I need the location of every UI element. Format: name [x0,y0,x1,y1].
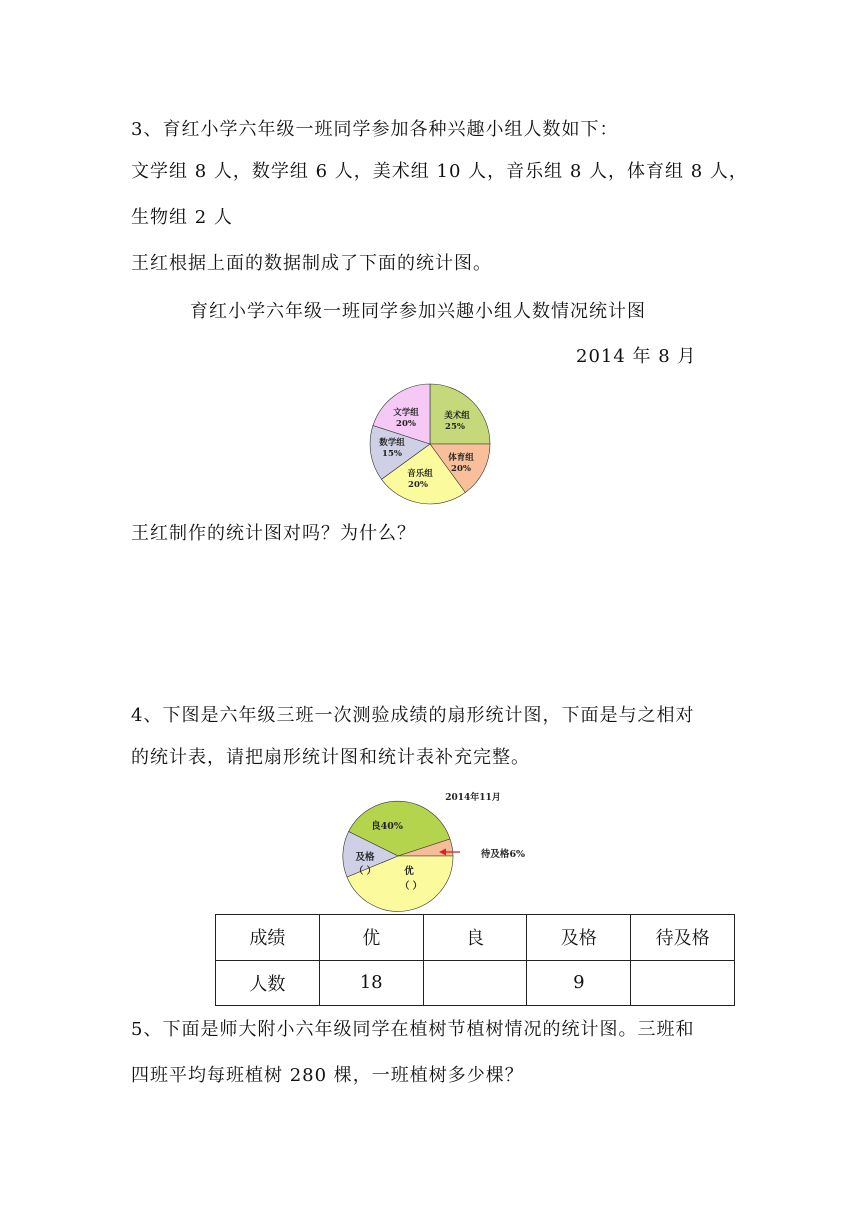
q5-line1: 5、下面是师大附小六年级同学在植树节植树情况的统计图。三班和 [131,1019,695,1040]
table-cell: 18 [319,960,423,1006]
table-row [216,960,735,1006]
q3-line1: 3、育红小学六年级一班同学参加各种兴趣小组人数如下： [131,119,619,140]
pie-label-daijige [481,848,525,860]
q3-line4: 王红根据上面的数据制成了下面的统计图。 [131,253,492,274]
pie-label-daijige-name: 待及格 [480,849,510,860]
q3-pie-chart [364,378,496,510]
table-cell: 人数 [216,960,320,1006]
q3-question: 王红制作的统计图对吗？为什么？ [131,523,416,544]
table-cell [631,960,735,1006]
q4-line1: 4、下图是六年级三班一次测验成绩的扇形统计图，下面是与之相对 [131,705,695,726]
table-header-cell: 及格 [527,915,631,961]
q4-chart-date: 2014年11月 [445,793,501,803]
pie-label-yinyue: 音乐组 [407,469,433,479]
pie-label-liang-name: 良 [371,821,381,832]
q3-line3: 生物组 2 人 [131,207,233,228]
table-cell: 9 [527,960,631,1006]
q3-line2: 文学组 8 人，数学组 6 人，美术组 10 人，音乐组 8 人，体育组 8 人， [131,161,748,182]
q5-line2: 四班平均每班植树 280 棵，一班植树多少棵？ [131,1065,524,1086]
table-cell [423,960,527,1006]
q4-pie-chart [340,786,540,914]
table-header-cell: 待及格 [631,915,735,961]
pie-value-daijige: 6% [509,849,526,860]
pie-label-tiyu: 体育组 [448,453,474,463]
pie-label-shuxue: 数学组 [379,438,405,448]
q3-chart-date: 2014 年 8 月 [576,346,697,367]
pie-value-yinyue: 20% [408,480,428,490]
pie-value-shuxue: 15% [382,449,402,459]
table-header-cell: 良 [423,915,527,961]
pie-value-meishu: 25% [445,422,465,432]
pie-label-jige: 及格 [355,852,375,863]
table-row [216,915,735,961]
pie-label-meishu: 美术组 [444,411,470,421]
pie-label-you: 优 [404,866,414,877]
score-table [215,914,735,1006]
pie-label-wenxue: 文学组 [393,408,419,418]
pie-value-tiyu: 20% [451,464,471,474]
pie-value-jige: （ ） [353,866,377,877]
pie-value-wenxue: 20% [396,419,416,429]
pie-label-liang [371,820,403,832]
pie-value-you: （ ） [399,881,423,892]
table-header-cell: 成绩 [216,915,320,961]
table-header-cell: 优 [319,915,423,961]
pie-value-liang: 40% [380,821,403,832]
q4-line2: 的统计表，请把扇形统计图和统计表补充完整。 [131,747,530,768]
q3-chart-title: 育红小学六年级一班同学参加兴趣小组人数情况统计图 [190,301,646,322]
